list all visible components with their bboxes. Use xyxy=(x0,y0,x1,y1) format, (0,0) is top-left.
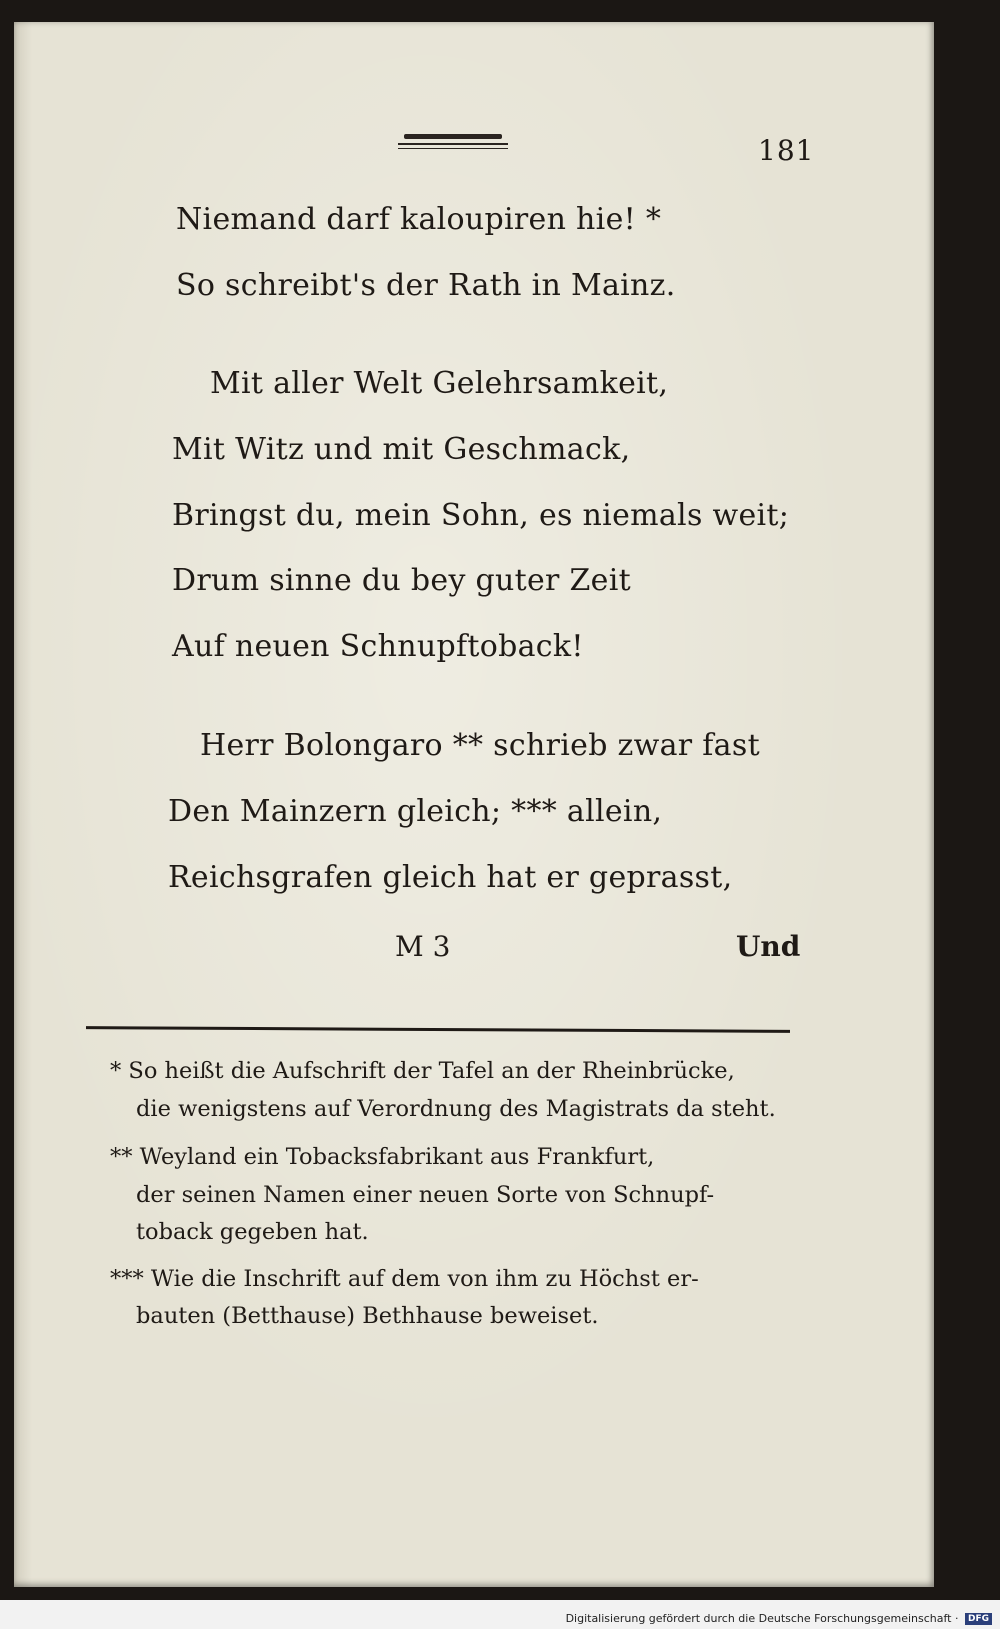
verse-line: So schreibt's der Rath in Mainz. xyxy=(176,268,676,303)
digitization-credit xyxy=(566,1612,992,1625)
footnote-line: bauten (Betthause) Bethhause beweiset. xyxy=(136,1303,599,1329)
verse-line: Drum sinne du bey guter Zeit xyxy=(172,563,631,598)
footnote-line: die wenigstens auf Verordnung des Magistrats da steht. xyxy=(136,1096,776,1122)
footnote-line: *** Wie die Inschrift auf dem von ihm zu Höchst er- xyxy=(110,1266,699,1292)
footnote-line: * So heißt die Aufschrift der Tafel an der Rheinbrücke, xyxy=(110,1058,735,1084)
verse-line: Niemand darf kaloupiren hie! * xyxy=(176,202,662,237)
verse-line: Mit Witz und mit Geschmack, xyxy=(172,432,631,467)
verse-line: Herr Bolongaro ** schrieb zwar fast xyxy=(200,728,760,763)
footnote-line: toback gegeben hat. xyxy=(136,1219,369,1245)
dfg-logo-icon: DFG xyxy=(965,1613,992,1625)
verse-line: Reichsgrafen gleich hat er geprasst, xyxy=(168,860,733,895)
footnote-line: ** Weyland ein Tobacksfabrikant aus Frankfurt, xyxy=(110,1144,655,1170)
footnote-line: der seinen Namen einer neuen Sorte von Schnupf- xyxy=(136,1182,715,1208)
verse-line: Auf neuen Schnupftoback! xyxy=(172,629,584,664)
verse-line: Mit aller Welt Gelehrsamkeit, xyxy=(210,366,669,401)
catchword: Und xyxy=(736,930,801,963)
credit-text: Digitalisierung gefördert durch die Deutsche Forschungsgemeinschaft · xyxy=(565,1612,959,1625)
verse-line: Den Mainzern gleich; *** allein, xyxy=(168,794,663,829)
signature-mark: M 3 xyxy=(395,930,451,963)
verse-line: Bringst du, mein Sohn, es niemals weit; xyxy=(172,498,790,533)
page-number: 181 xyxy=(758,134,815,167)
header-ornament xyxy=(398,134,508,152)
